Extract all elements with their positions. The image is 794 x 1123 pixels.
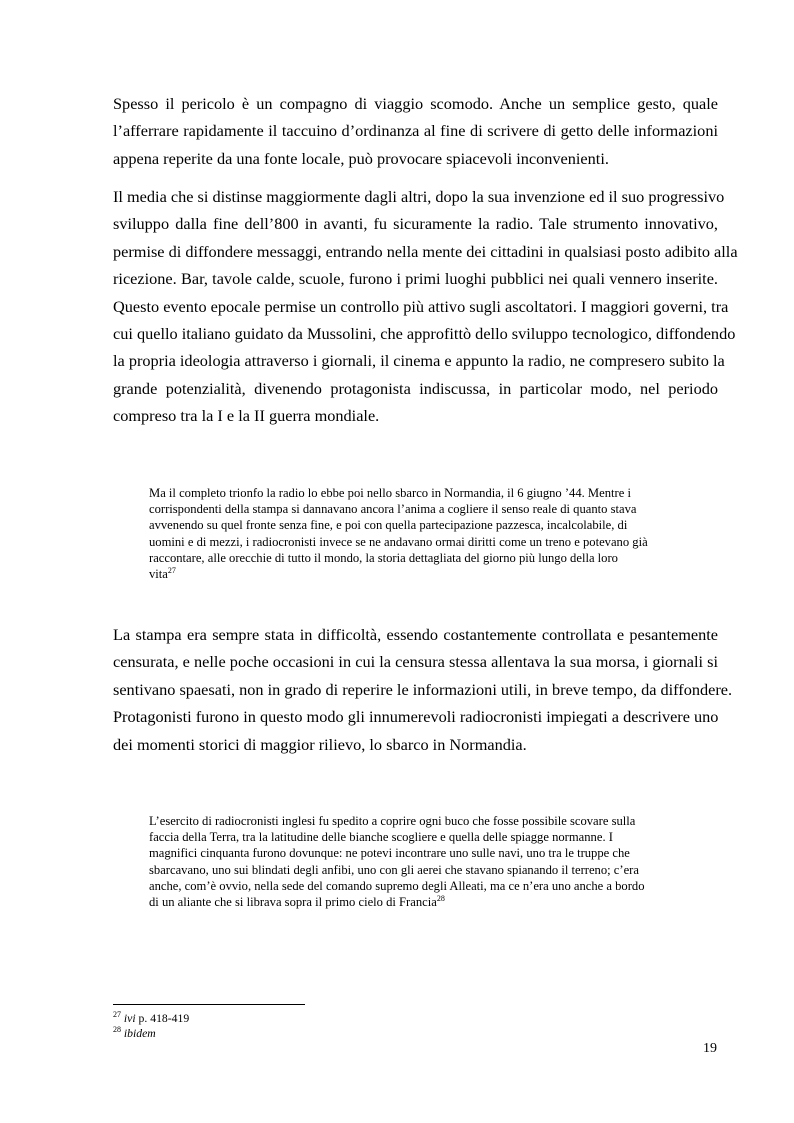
text-line: compreso tra la I e la II guerra mondiale. <box>113 406 380 426</box>
quote-line: avvenendo su quel fronte senza fine, e poi con quella partecipazione pazzesca, incalcolabile, di <box>149 518 628 533</box>
footnote-ref[interactable]: 27 <box>167 565 176 575</box>
paragraph-2 <box>113 183 738 430</box>
text-line: Questo evento epocale permise un controllo più attivo sugli ascoltatori. I maggiori governi, tra <box>113 296 729 316</box>
text-line: Protagonisti furono in questo modo gli innumerevoli radiocronisti impiegati a descrivere uno <box>113 707 719 727</box>
block-quote-2 <box>149 813 680 910</box>
footnote-italic: ivi <box>123 1012 136 1025</box>
quote-line: corrispondenti della stampa si dannavano ancora l’anima a cogliere il senso reale di quanto stava <box>149 502 637 517</box>
text-line: La stampa era sempre stata in difficoltà, essendo costantemente controllata e pesantemente <box>113 625 718 644</box>
text-line: permise di diffondere messaggi, entrando nella mente dei cittadini in qualsiasi posto adibito alla <box>113 241 738 261</box>
text-line: dei momenti storici di maggior rilievo, lo sbarco in Normandia. <box>113 734 527 754</box>
quote-line <box>149 566 680 582</box>
quote-line: L’esercito di radiocronisti inglesi fu spedito a coprire ogni buco che fosse possibile scovare sulla <box>149 814 636 828</box>
text-line: grande potenzialità, divenendo protagonista indiscussa, in particolar modo, nel periodo <box>113 378 718 398</box>
quote-line: faccia della Terra, tra la latitudine delle bianche scogliere e quella delle spiagge normanne. I <box>149 830 613 845</box>
footnote-27 <box>113 1011 189 1026</box>
paragraph-1 <box>113 90 718 172</box>
footnotes <box>113 1011 189 1041</box>
footnote-number: 27 <box>113 1010 121 1020</box>
block-quote-1 <box>149 485 680 582</box>
text-line: appena reperite da una fonte locale, può provocare spiacevoli inconvenienti. <box>113 148 609 168</box>
footnote-number: 28 <box>113 1025 121 1035</box>
quote-line: anche, com’è ovvio, nella sede del comando supremo degli Alleati, ma ce n’era uno anche a bordo <box>149 878 645 893</box>
text-line: la propria ideologia attraverso i giornali, il cinema e appunto la radio, ne compresero subito la <box>113 351 725 371</box>
footnote-ref[interactable]: 28 <box>436 893 445 903</box>
quote-line: sbarcavano, uno sui blindati degli anfibi, uno con gli aerei che stavano spianando il terreno; c’era <box>149 862 639 877</box>
quote-line: Ma il completo trionfo la radio lo ebbe poi nello sbarco in Normandia, il 6 giugno ’44. Mentre i <box>149 486 631 500</box>
quote-line <box>149 894 680 910</box>
page-number: 19 <box>703 1041 717 1056</box>
paragraph-3 <box>113 621 733 758</box>
footnote-italic: ibidem <box>123 1027 156 1040</box>
footnote-text: p. 418-419 <box>135 1012 190 1025</box>
quote-line: uomini e di mezzi, i radiocronisti invece se ne andavano ormai diritti come un treno e potevano già <box>149 534 648 549</box>
text-line: Spesso il pericolo è un compagno di viaggio scomodo. Anche un semplice gesto, quale <box>113 94 718 113</box>
text-line: sviluppo dalla fine dell’800 in avanti, fu sicuramente la radio. Tale strumento innovativo, <box>113 214 718 234</box>
quote-line-text: vita <box>149 567 168 582</box>
quote-line-text: di un aliante che si librava sopra il primo cielo di Francia <box>149 895 437 910</box>
text-line: cui quello italiano guidato da Mussolini, che approfittò dello sviluppo tecnologico, diffondendo <box>113 324 736 344</box>
text-line: sentivano spaesati, non in grado di reperire le informazioni utili, in breve tempo, da diffondere. <box>113 679 733 699</box>
text-line: l’afferrare rapidamente il taccuino d’ordinanza al fine di scrivere di getto delle informazioni <box>113 121 718 141</box>
footnote-28 <box>113 1026 189 1041</box>
text-line: Il media che si distinse maggiormente dagli altri, dopo la sua invenzione ed il suo progressivo <box>113 187 725 206</box>
text-line: censurata, e nelle poche occasioni in cui la censura stessa allentava la sua morsa, i giornali si <box>113 652 718 672</box>
quote-line: magnifici cinquanta furono dovunque: ne potevi incontrare uno sulle navi, uno tra le truppe che <box>149 846 630 861</box>
footnote-divider <box>113 1004 305 1005</box>
quote-line: raccontare, alle orecchie di tutto il mondo, la storia dettagliata del giorno più lungo della loro <box>149 550 618 565</box>
text-line: ricezione. Bar, tavole calde, scuole, furono i primi luoghi pubblici nei quali vennero inserite. <box>113 269 718 289</box>
